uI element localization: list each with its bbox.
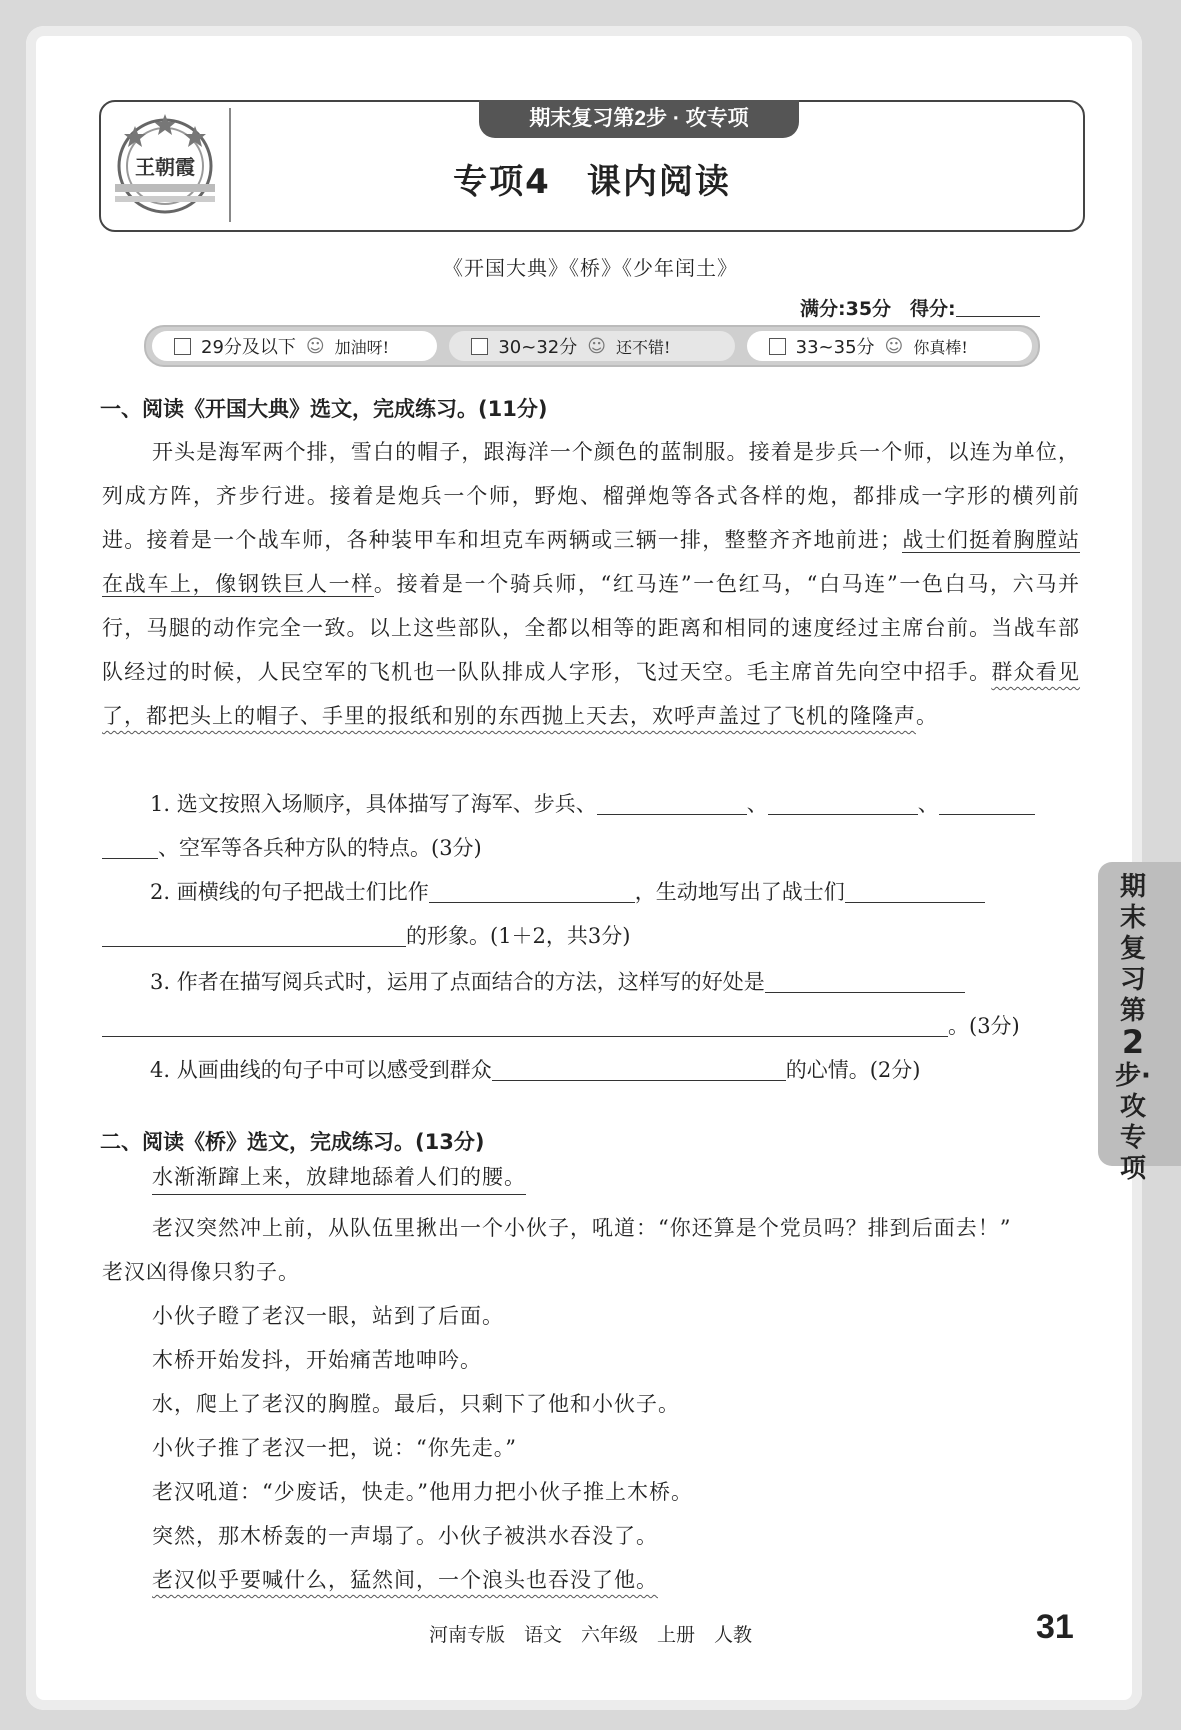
side-tab-label: 期末复习第 <box>1119 872 1146 1026</box>
passage-text: 。接着是一个骑兵师，“红马连”一色红马，“白马连”一色白马，六马并行，马腿的动作完全一致。以上这些部队，全都以相等的距离和相同的速度经过主席台前。当战车部队经过的时候，人民空军的飞机也一队队排成人字形，飞过天空。毛主席首先向空中招手。 <box>102 572 1080 684</box>
rating-range: 29分及以下 <box>201 337 296 358</box>
passage-line: 老汉似乎要喊什么，猛然间，一个浪头也吞没了他。 <box>152 1568 658 1592</box>
answer-blank[interactable] <box>102 924 406 947</box>
passage-line: 小伙子瞪了老汉一眼，站到了后面。 <box>152 1304 504 1328</box>
topic-title: 专项4 课内阅读 <box>453 162 731 202</box>
rating-range: 30~32分 <box>498 337 578 358</box>
passage-line: 水，爬上了老汉的胸膛。最后，只剩下了他和小伙子。 <box>152 1392 680 1416</box>
rating-option[interactable] <box>449 331 734 361</box>
header-box <box>99 100 1085 232</box>
question-text: 1. 选文按照入场顺序，具体描写了海军、步兵、 <box>150 792 597 816</box>
step-tab: 期末复习第2步 · 攻专项 <box>479 100 799 138</box>
rating-comment: 还不错! <box>615 337 671 357</box>
answer-blank[interactable] <box>429 880 635 903</box>
passage-line: 小伙子推了老汉一把，说：“你先走。” <box>152 1436 517 1460</box>
rating-option[interactable] <box>747 331 1032 361</box>
question-text: ，生动地写出了战士们 <box>634 880 845 904</box>
passage-line: 老汉突然冲上前，从队伍里揪出一个小伙子，吼道：“你还算是个党员吗？排到后面去！” <box>152 1216 1012 1240</box>
section2-heading: 二、阅读《桥》选文，完成练习。(13分) <box>100 1130 485 1154</box>
answer-blank[interactable] <box>765 970 965 993</box>
checkbox-icon[interactable] <box>769 338 786 355</box>
underlined-sentence: 战士们挺着胸膛站在战车上，像钢铁巨人一样 <box>102 528 1081 596</box>
question-2-cont <box>102 914 1080 958</box>
section1-heading: 一、阅读《开国大典》选文，完成练习。(11分) <box>100 397 548 421</box>
passage-line: 木桥开始发抖，开始痛苦地呻吟。 <box>152 1348 482 1372</box>
subtitle: 《开国大典》《桥》《少年闰土》 <box>443 256 738 280</box>
smiley-icon: ☺ <box>884 335 904 357</box>
question-3 <box>102 960 1080 1004</box>
question-3-cont <box>102 1004 1080 1048</box>
question-1: 1. 选文按照入场顺序，具体描写了海军、步兵、 、 、 <box>102 782 1080 826</box>
section1-passage <box>102 430 1080 738</box>
answer-blank[interactable] <box>597 792 747 815</box>
passage-line: 突然，那木桥轰的一声塌了。小伙子被洪水吞没了。 <box>152 1524 658 1548</box>
answer-blank[interactable] <box>102 1014 948 1037</box>
wavy-underlined-sentence: 群众看见了，都把头上的帽子、手里的报纸和别的东西抛上天去，欢呼声盖过了飞机的隆隆声 <box>102 660 1081 728</box>
question-text: 3. 作者在描写阅兵式时，运用了点面结合的方法，这样写的好处是 <box>150 970 765 994</box>
question-1-cont <box>102 826 1080 870</box>
answer-blank[interactable] <box>939 792 1035 815</box>
question-text: 的心情。(2分) <box>785 1058 921 1082</box>
question-text: 、空军等各兵种方队的特点。(3分) <box>158 836 482 860</box>
question-text: 4. 从画曲线的句子中可以感受到群众 <box>150 1058 492 1082</box>
passage-line: 老汉吼道：“少废话，快走。”他用力把小伙子推上木桥。 <box>152 1480 693 1504</box>
question-text: 。(3分) <box>948 1014 1020 1038</box>
passage-text: 开头是海军两个排，雪白的帽子，跟海洋一个颜色的蓝制服。接着是步兵一个师，以连为单位，列成方阵，齐步行进。接着是炮兵一个师，野炮、榴弹炮等各式各样的炮，都排成一字形的横列前进。接着是一个战车师，各种装甲车和坦克车两辆或三辆一排，整整齐齐地前进； <box>102 440 1080 552</box>
rating-comment: 加油呀! <box>334 337 390 357</box>
page-number: 31 <box>1036 1608 1074 1646</box>
question-4 <box>102 1048 1080 1092</box>
passage-line: 水渐渐蹿上来，放肆地舔着人们的腰。 <box>152 1160 526 1195</box>
question-text: 的形象。(1＋2，共3分) <box>406 924 631 948</box>
score-label: 满分:35分 得分: <box>800 298 956 320</box>
checkbox-icon[interactable] <box>471 338 488 355</box>
answer-blank[interactable] <box>102 836 158 859</box>
question-text: 2. 画横线的句子把战士们比作 <box>150 880 429 904</box>
answer-blank[interactable] <box>845 880 985 903</box>
logo-text: 王朝霞 <box>135 155 195 179</box>
answer-blank[interactable] <box>768 792 918 815</box>
rating-option[interactable] <box>152 331 437 361</box>
side-tab-text <box>1113 872 1153 1185</box>
score-line <box>800 294 1040 321</box>
passage-text: 。 <box>916 704 938 728</box>
rating-range: 33~35分 <box>795 337 875 358</box>
rating-bar <box>144 325 1040 367</box>
footer-text: 河南专版 语文 六年级 上册 人教 <box>428 1624 752 1646</box>
side-tab-step: 2 <box>1121 1023 1145 1061</box>
checkbox-icon[interactable] <box>174 338 191 355</box>
smiley-icon: ☺ <box>305 335 325 357</box>
score-blank[interactable] <box>956 298 1040 317</box>
question-2 <box>102 870 1080 914</box>
rating-comment: 你真棒! <box>913 337 968 357</box>
passage-line: 老汉凶得像只豹子。 <box>102 1260 300 1284</box>
answer-blank[interactable] <box>492 1058 786 1081</box>
smiley-icon: ☺ <box>587 335 606 357</box>
side-tab-label: 步·攻专项 <box>1115 1061 1151 1184</box>
